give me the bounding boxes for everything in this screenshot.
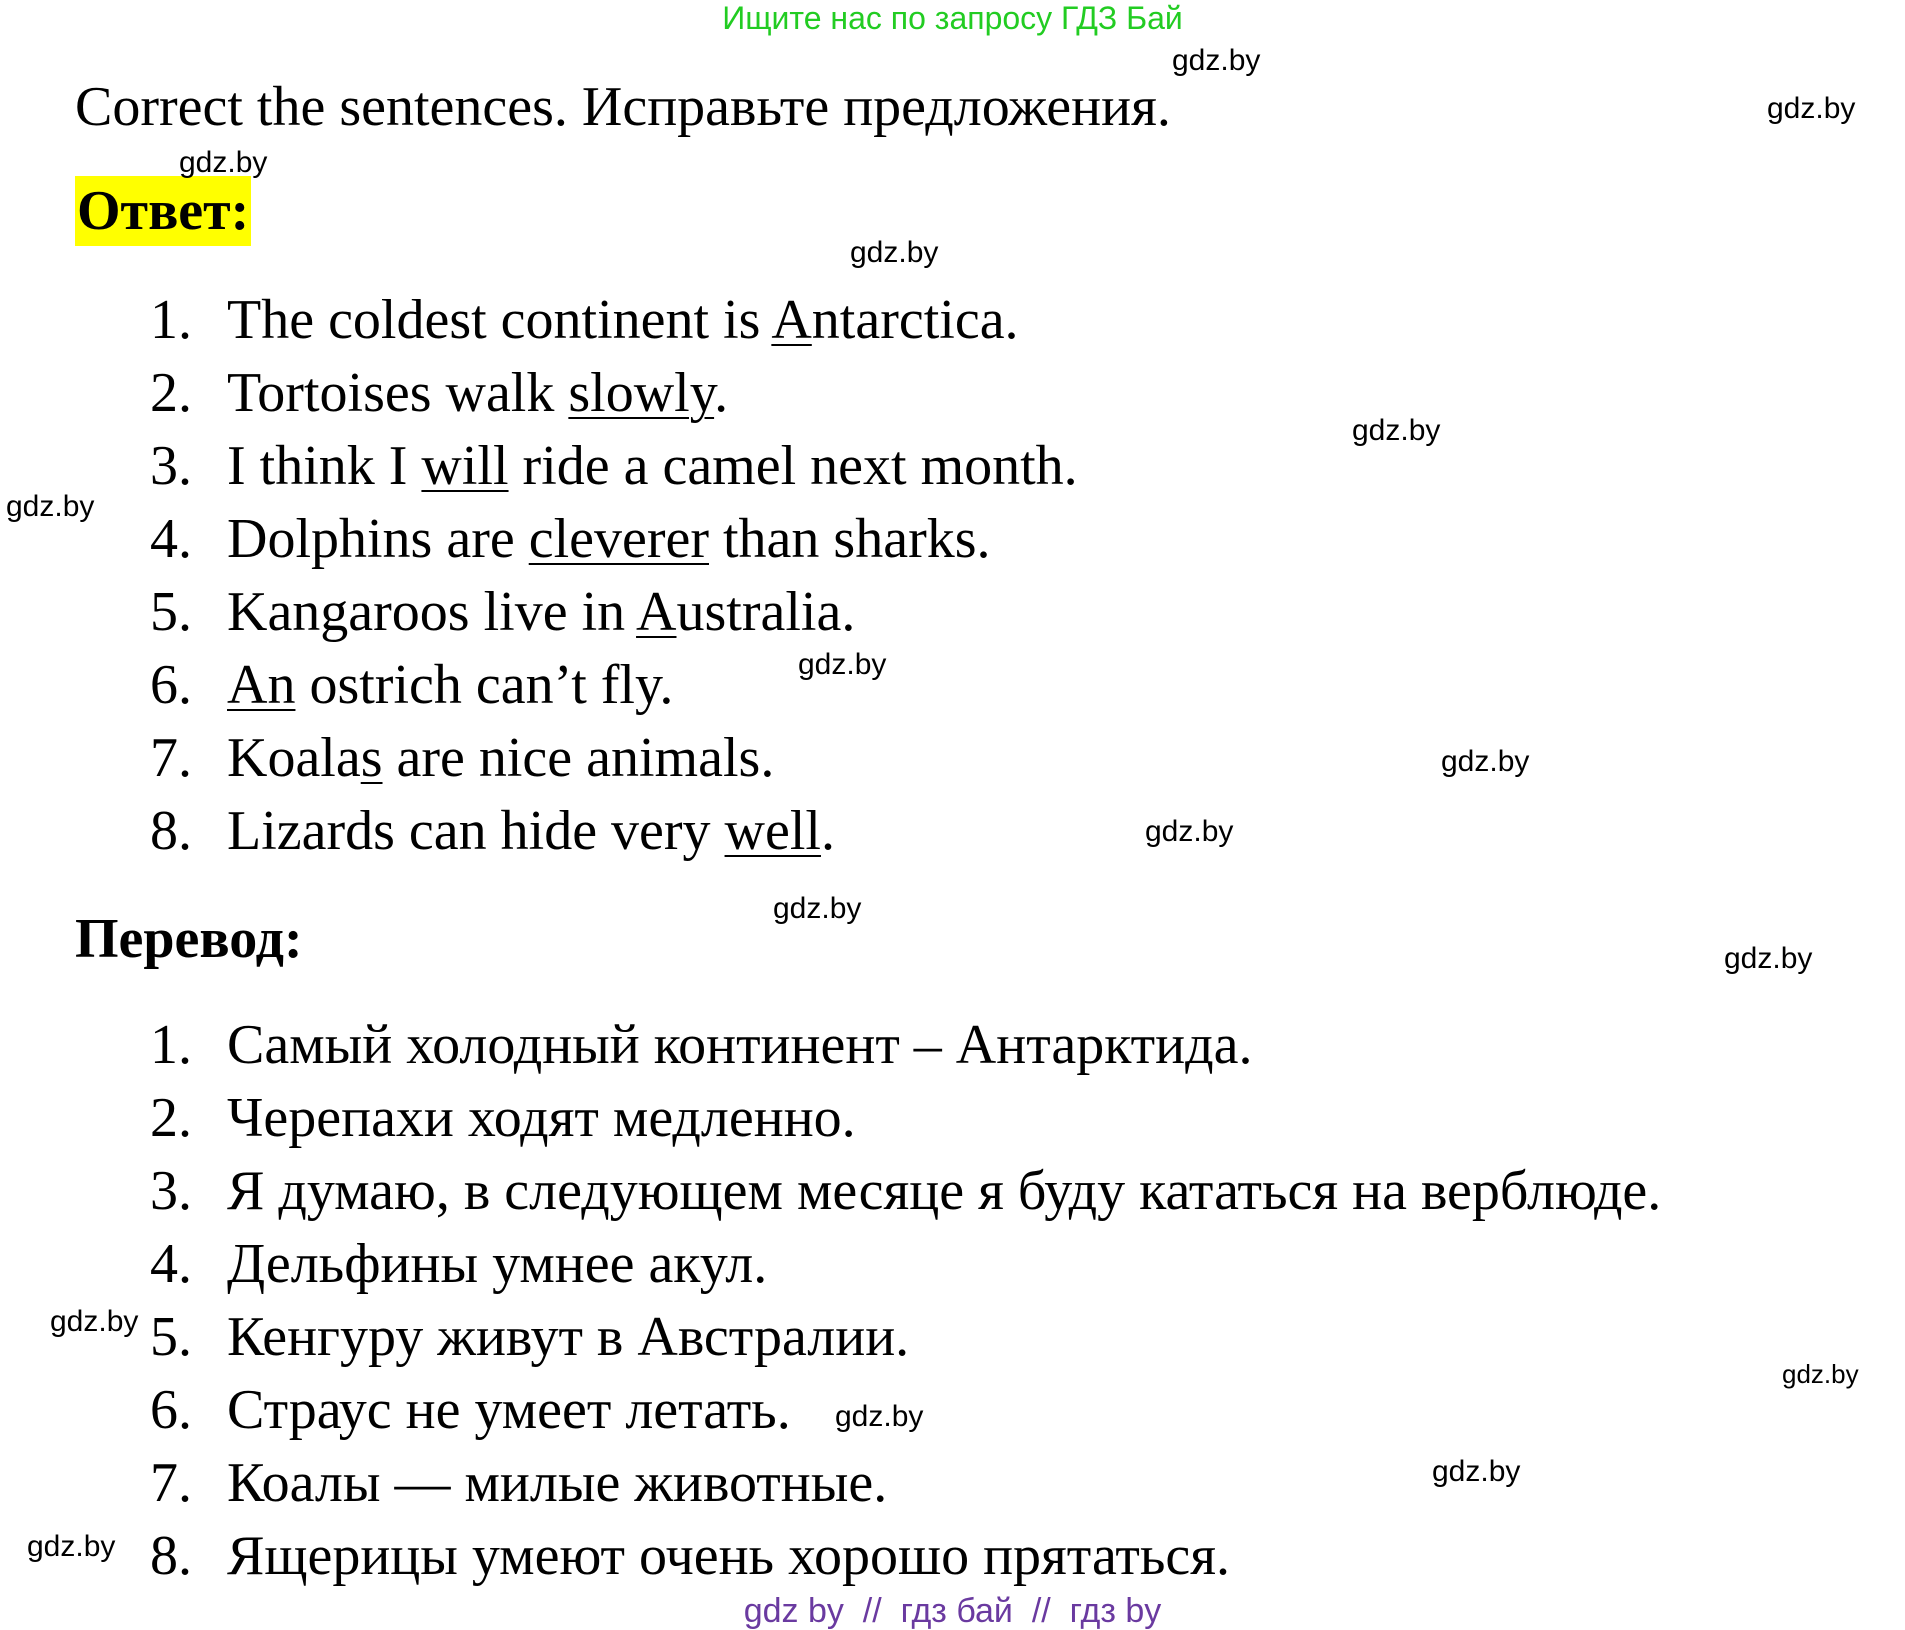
item-number: 6. (150, 654, 192, 716)
corrected-word: will (421, 435, 509, 497)
item-number: 3. (150, 1160, 192, 1222)
item-number: 4. (150, 508, 192, 570)
translation-text: Дельфины умнее акул. (227, 1233, 768, 1295)
answer-text: Kangaroos live in Australia. (227, 581, 856, 643)
item-number: 8. (150, 800, 192, 862)
watermark: gdz.by (1432, 1455, 1521, 1488)
answer-text: I think I will ride a camel next month. (227, 435, 1078, 497)
answer-text: An ostrich can’t fly. (227, 654, 674, 716)
item-number: 3. (150, 435, 192, 497)
footer-watermark: gdz by // гдз бай // гдз by (743, 1592, 1162, 1630)
watermark: gdz.by (1145, 815, 1234, 848)
translation-text: Коалы — милые животные. (227, 1452, 888, 1514)
watermark: gdz.by (773, 892, 862, 925)
translation-text: Кенгуру живут в Австралии. (227, 1306, 910, 1368)
watermark: gdz.by (1352, 414, 1441, 447)
item-number: 6. (150, 1379, 192, 1441)
watermark: gdz.by (6, 490, 95, 523)
corrected-word: An (227, 654, 296, 716)
watermark: gdz.by (850, 236, 939, 269)
search-banner: Ищите нас по запросу ГДЗ Бай (722, 0, 1183, 36)
corrected-word: slowly (568, 362, 715, 424)
watermark: gdz.by (798, 648, 887, 681)
exercise-heading: Correct the sentences. Исправьте предложения. (75, 76, 1171, 138)
translation-text: Ящерицы умеют очень хорошо прятаться. (227, 1525, 1230, 1587)
item-number: 1. (150, 289, 192, 351)
item-number: 5. (150, 1306, 192, 1368)
watermark: gdz.by (1172, 44, 1261, 77)
watermark: gdz.by (27, 1530, 116, 1563)
translation-text: Самый холодный континент – Антарктида. (227, 1014, 1253, 1076)
answer-text: Dolphins are cleverer than sharks. (227, 508, 991, 570)
watermark: gdz.by (1724, 942, 1813, 975)
translation-text: Страус не умеет летать. (227, 1379, 791, 1441)
watermark: gdz.by (835, 1400, 924, 1433)
item-number: 7. (150, 727, 192, 789)
answer-label: Ответ: (75, 176, 251, 246)
corrected-word: A (636, 581, 677, 643)
answer-text: The coldest continent is Antarctica. (227, 289, 1019, 351)
watermark: gdz.by (50, 1305, 139, 1338)
answer-text: Tortoises walk slowly. (227, 362, 729, 424)
translation-text: Черепахи ходят медленно. (227, 1087, 856, 1149)
corrected-word: A (771, 289, 812, 351)
watermark: gdz.by (1782, 1359, 1859, 1389)
answer-text: Lizards can hide very well. (227, 800, 835, 862)
translation-text: Я думаю, в следующем месяце я буду кататься на верблюде. (227, 1160, 1662, 1222)
translation-label: Перевод: (75, 908, 303, 970)
corrected-word: s (360, 727, 383, 789)
answer-text: Koalas are nice animals. (227, 727, 775, 789)
corrected-word: cleverer (528, 508, 709, 570)
item-number: 5. (150, 581, 192, 643)
watermark: gdz.by (1767, 92, 1856, 125)
corrected-word: well (724, 800, 821, 862)
item-number: 4. (150, 1233, 192, 1295)
item-number: 1. (150, 1014, 192, 1076)
item-number: 8. (150, 1525, 192, 1587)
watermark: gdz.by (179, 146, 268, 179)
item-number: 7. (150, 1452, 192, 1514)
watermark: gdz.by (1441, 745, 1530, 778)
item-number: 2. (150, 1087, 192, 1149)
item-number: 2. (150, 362, 192, 424)
